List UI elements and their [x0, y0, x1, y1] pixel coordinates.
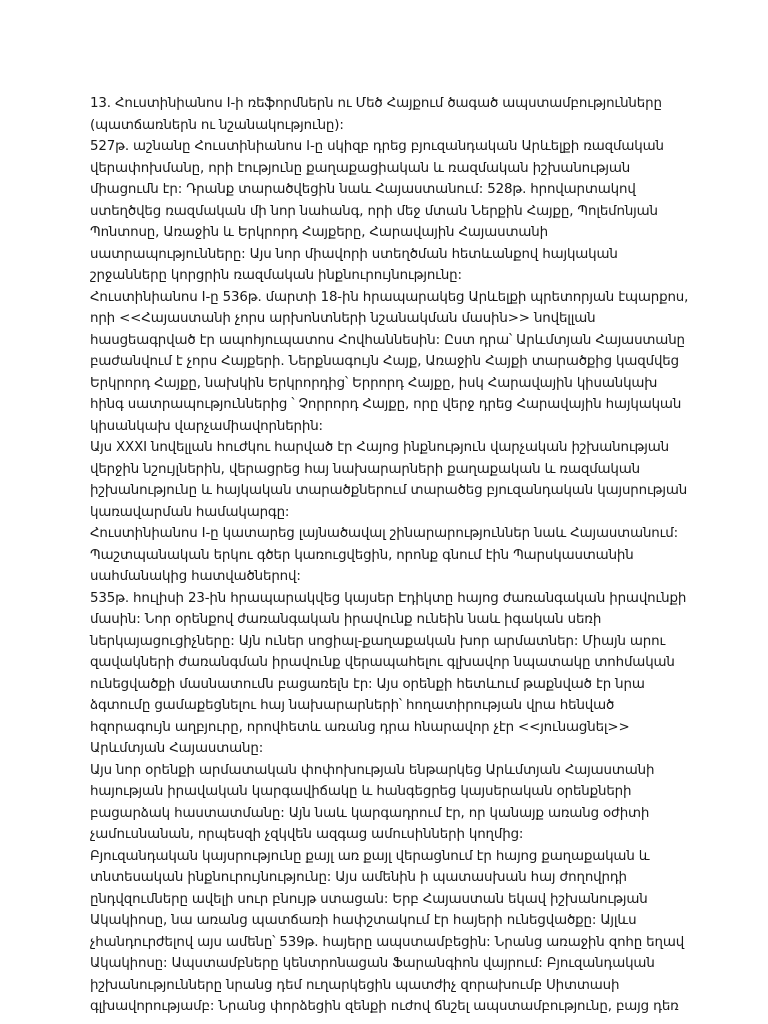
- paragraph-uprising-539: Բյուզանդական կայսրությունը քայլ առ քայլ վերացնում էր հայոց քաղաքական և տնտեսական ինքնուրույնությունը: Այս ամենին ի պատասխան հայ ժողովրդի ընդվզումները ավելի սուր բնույթ ստացան: Երբ Հայաստան եկավ իշխանության Ակակիոսը, նա առանց պատճառի հափշտակում էր հայերի ունեցվածքը: Այլևս չհանդուրժելով այս ամենը՝ 539թ. հայերը ապստամբեցին: Նրանց առաջին զոհը եղավ Ակակիոսը: Ապստամբները կենտրոնացան Ֆարանգիոն վայրում: Բյուզանդական իշխանությունները նրանց դեմ ուղարկեցին պատժիչ զորախումբ Սիտտասի գլխավորությամբ: Նրանց փորձեցին զենքի ուժով ճնշել ապստամբությունը, բայց դեռ: [90, 848, 685, 1014]
- paragraph-novella-536: Հուստինիանոս I-ը 536թ. մարտի 18-ին հրապարակեց Արևելքի պրետորյան էպարքոս, որի <<Հայաստանի չորս արխոնտների նշանակման մասին>> նովելլան հասցեագրված էր ապոհյուպատոս Հովհաննեսին: Ըստ դրա՝ Արևմտյան Հայաստանը բաժանվում է չորս Հայքերի. Ներքնագույն Հայք, Առաջին Հայքի տարածքից կազմվեց Երկրորդ Հայքը, նախկին Երկրորդից՝ Երրորդ Հայքը, իսկ Հարավային կիսանկախ հինգ սատրապություններից ՝ Չորրորդ Հայքը, որը վերջ դրեց Հարավային հայկական կիսանկախ վարչամիավորներին:: [90, 289, 689, 434]
- paragraph-heading: 13. Հուստինիանոս I-ի ռեֆորմներն ու Մեծ Հայքում ծագած ապստամբությունները (պատճառներն ու նշանակությունը):: [90, 96, 662, 133]
- paragraph-novella-xxxi: Այս XXXI նովելլան հուժկու հարված էր Հայոց ինքնություն վարչական իշխանության վերջին նշույլներին, վերացրեց հայ նախարարների քաղաքական և ռազմական իշխանությունը և հայկական տարածքներում տարածեց բյուզանդական կայսրության կառավարման համակարգը:: [90, 440, 688, 520]
- paragraph-edict-535: 535թ. հուլիսի 23-ին հրապարակվեց կայսեր Էդիկտը հայոց ժառանգական իրավունքի մասին: Նոր օրենքով ժառանգական իրավունք ունեին նաև իգական սեռի ներկայացուցիչները: Այն ուներ սոցիալ-քաղաքական խոր արմատներ: Միայն արու զավակների ժառանգման իրավունք վերապահելու գլխավոր նպատակը տոհմական ունեցվածքի մասնատումն բացառելն էր: Այս օրենքի հետևում թաքնված էր նրա ձգտումը ցամաքեցնելու հայ նախարարների՝ հողատիրության վրա հենված հզորագույն աղբյուրը, որովհետև առանց դրա հնարավոր չէր <<յունացնել>> Արևմտյան Հայաստանը:: [90, 590, 687, 756]
- paragraph-legal-status: Այս նոր օրենքի արմատական փոփոխության ենթարկեց Արևմտյան Հայաստանի հայության իրավական կարգավիճակը և հանգեցրեց կայսերական օրենքների բացարձակ հաստատմանը: Այն նաև կարգադրում էր, որ կանայք առանց օժիտի չամուսնանան, որպեսզի չզկվեն ազգաց ամուսինների կողմից:: [90, 762, 655, 842]
- paragraph-reform-527: 527թ. աշնանը Հուստինիանոս I-ը սկիզբ դրեց բյուզանդական Արևելքի ռազմական վերափոխմանը, որի էությունը քաղաքացիական և ռազմական իշխանության միացումն էր: Դրանք տարածվեցին նաև Հայաստանում: 528թ. հրովարտակով ստեղծվեց ռազմական մի նոր նահանգ, որի մեջ մտան Ներքին Հայքը, Պոլեմոնյան Պոնտոսը, Առաջին և Երկրորդ Հայքերը, Հարավային Հայաստանի սատրապությունները: Այս նոր միավորի ստեղծման հետևանքով հայկական շրջանները կորցրին ռազմական ինքնուրույնությունը:: [90, 139, 664, 283]
- paragraph-construction: Հուստինիանոս I-ը կատարեց լայնածավալ շինարարություններ նաև Հայաստանում: Պաշտպանական երկու գծեր կառուցվեցին, որոնք գնում էին Պարսկաստանին սահմանակից հատվածներով:: [90, 526, 679, 584]
- document-page: [90, 93, 690, 1018]
